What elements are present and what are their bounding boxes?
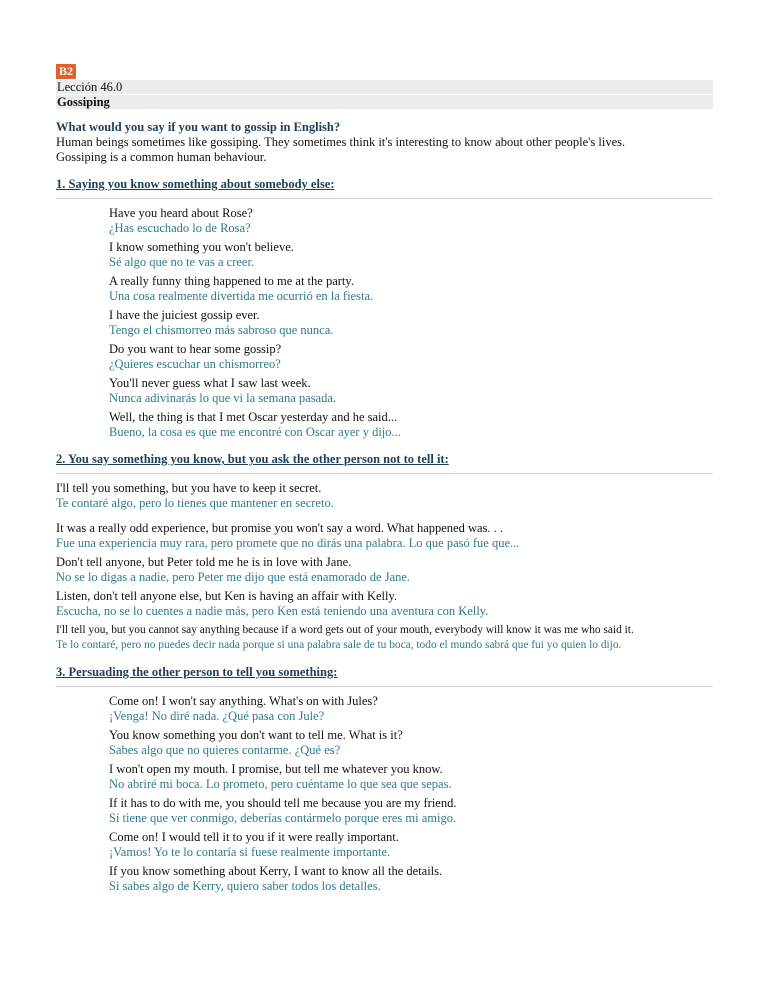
spanish-translation: Bueno, la cosa es que me encontré con Oscar ayer y dijo...: [109, 425, 401, 439]
phrase-pair: [109, 410, 713, 440]
english-phrase: A really funny thing happened to me at the party.: [109, 274, 354, 288]
lesson-title: Gossiping: [56, 95, 713, 109]
level-badge-row: [56, 62, 713, 80]
phrase-pair: [109, 728, 713, 758]
phrase-pair: [109, 830, 713, 860]
spanish-translation: Nunca adivinarás lo que vi la semana pasada.: [109, 391, 336, 405]
spanish-translation: Si tiene que ver conmigo, deberías contármelo porque eres mi amigo.: [109, 811, 457, 825]
english-phrase: I have the juiciest gossip ever.: [109, 308, 260, 322]
section-2-list: [56, 481, 713, 653]
english-phrase: Come on! I won't say anything. What's on with Jules?: [109, 694, 378, 708]
intro-question: What would you say if you want to gossip in English?: [56, 120, 341, 134]
phrase-pair: [56, 555, 713, 585]
phrase-pair: [109, 762, 713, 792]
phrase-pair: [56, 521, 713, 551]
spanish-translation: Tengo el chismorreo más sabroso que nunca.: [109, 323, 334, 337]
spanish-translation: ¡Venga! No diré nada. ¿Qué pasa con Jule?: [109, 709, 325, 723]
spanish-translation: No se lo digas a nadie, pero Peter me dijo que está enamorado de Jane.: [56, 570, 411, 584]
spanish-translation: ¡Vamos! Yo te lo contaría si fuese realmente importante.: [109, 845, 391, 859]
spanish-translation: Te contaré algo, pero lo tienes que mantener en secreto.: [56, 496, 334, 510]
intro-line-2: Gossiping is a common human behaviour.: [56, 150, 267, 164]
english-phrase: You know something you don't want to tell me. What is it?: [109, 728, 403, 742]
spanish-translation: Fue una experiencia muy rara, pero promete que no dirás una palabra. Lo que pasó fue que...: [56, 536, 520, 550]
phrase-pair: [109, 274, 713, 304]
english-phrase: Listen, don't tell anyone else, but Ken is having an affair with Kelly.: [56, 589, 398, 603]
phrase-pair: [109, 864, 713, 894]
spanish-translation: Si sabes algo de Kerry, quiero saber todos los detalles.: [109, 879, 381, 893]
section-3-heading: 3. Persuading the other person to tell you something:: [56, 665, 713, 687]
spanish-translation: Sé algo que no te vas a creer.: [109, 255, 255, 269]
english-phrase: If you know something about Kerry, I want to know all the details.: [109, 864, 443, 878]
document-content: [56, 62, 713, 898]
phrase-pair: [109, 206, 713, 236]
spanish-translation: Sabes algo que no quieres contarme. ¿Qué es?: [109, 743, 341, 757]
english-phrase: I'll tell you something, but you have to keep it secret.: [56, 481, 322, 495]
english-phrase: I know something you won't believe.: [109, 240, 294, 254]
english-phrase: Well, the thing is that I met Oscar yesterday and he said...: [109, 410, 398, 424]
intro-line-1: Human beings sometimes like gossiping. They sometimes think it's interesting to know about other people's lives.: [56, 135, 626, 149]
phrase-pair: [56, 481, 713, 511]
english-phrase: Come on! I would tell it to you if it were really important.: [109, 830, 399, 844]
english-phrase: Have you heard about Rose?: [109, 206, 253, 220]
phrase-pair: [109, 342, 713, 372]
section-3-list: [56, 694, 713, 894]
phrase-pair: [56, 589, 713, 619]
section-1-heading: 1. Saying you know something about somebody else:: [56, 177, 713, 199]
level-badge: B2: [56, 64, 76, 79]
spanish-translation: ¿Has escuchado lo de Rosa?: [109, 221, 251, 235]
english-phrase: I'll tell you, but you cannot say anything because if a word gets out of your mouth, everybody will know it was me who said it.: [56, 624, 634, 636]
english-phrase: If it has to do with me, you should tell me because you are my friend.: [109, 796, 457, 810]
spanish-translation: Una cosa realmente divertida me ocurrió en la fiesta.: [109, 289, 374, 303]
section-1-list: [56, 206, 713, 440]
english-phrase: You'll never guess what I saw last week.: [109, 376, 311, 390]
spanish-translation: ¿Quieres escuchar un chismorreo?: [109, 357, 281, 371]
phrase-pair: [56, 623, 713, 653]
phrase-pair: [109, 796, 713, 826]
phrase-pair: [109, 308, 713, 338]
english-phrase: I won't open my mouth. I promise, but tell me whatever you know.: [109, 762, 443, 776]
spanish-translation: Te lo contaré, pero no puedes decir nada porque si una palabra sale de tu boca, todo el mundo sabrá que fui yo quien lo dijo.: [56, 639, 622, 651]
phrase-pair: [109, 694, 713, 724]
english-phrase: It was a really odd experience, but promise you won't say a word. What happened was. . .: [56, 521, 504, 535]
section-2-heading: 2. You say something you know, but you ask the other person not to tell it:: [56, 452, 713, 474]
spanish-translation: Escucha, no se lo cuentes a nadie más, pero Ken está teniendo una aventura con Kelly.: [56, 604, 489, 618]
phrase-pair: [109, 240, 713, 270]
phrase-pair: [109, 376, 713, 406]
english-phrase: Do you want to hear some gossip?: [109, 342, 282, 356]
spanish-translation: No abriré mi boca. Lo prometo, pero cuéntame lo que sea que sepas.: [109, 777, 452, 791]
english-phrase: Don't tell anyone, but Peter told me he is in love with Jane.: [56, 555, 352, 569]
lesson-number: Lección 46.0: [56, 80, 713, 94]
